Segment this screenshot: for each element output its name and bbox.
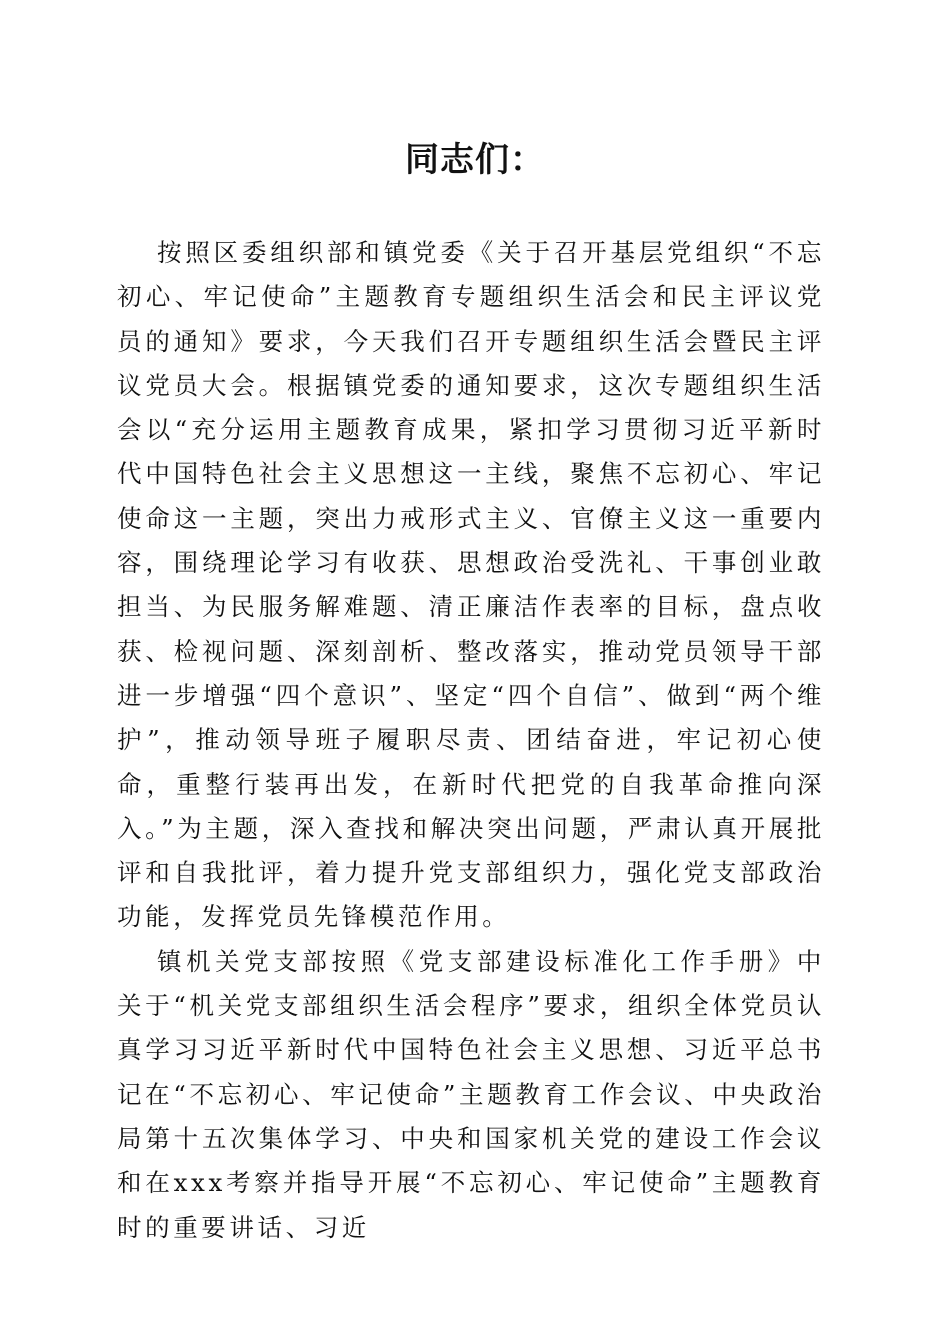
paragraph: 镇机关党支部按照《党支部建设标准化工作手册》中关于“机关党支部组织生活会程序”要求，组织全体党员认真学习习近平新时代中国特色社会主义思想、习近平总书记在“不忘初心、牢记使命”主题教育工作会议、中央政治局第十五次集体学习、中央和国家机关党的建设工作会议和在xxx考察并指导开展“不忘初心、牢记使命”主题教育时的重要讲话、习近	[117, 946, 825, 1242]
paragraph: 按照区委组织部和镇党委《关于召开基层党组织“不忘初心、牢记使命”主题教育专题组织生活会和民主评议党员的通知》要求，今天我们召开专题组织生活会暨民主评议党员大会。根据镇党委的通知要求，这次专题组织生活会以“充分运用主题教育成果，紧扣学习贯彻习近平新时代中国特色社会主义思想这一主线，聚焦不忘初心、牢记使命这一主题，突出力戒形式主义、官僚主义这一重要内容，围绕理论学习有收获、思想政治受洗礼、干事创业敢担当、为民服务解难题、清正廉洁作表率的目标，盘点收获、检视问题、深刻剖析、整改落实，推动党员领导干部进一步增强“四个意识”、坚定“四个自信”、做到“两个维护”，推动领导班子履职尽责、团结奋进，牢记初心使命，重整行装再出发，在新时代把党的自我革命推向深入。”为主题，深入查找和解决突出问题，严肃认真开展批评和自我批评，着力提升党支部组织力，强化党支部政治功能，发挥党员先锋模范作用。	[117, 238, 825, 932]
document-body	[117, 231, 825, 1250]
document-title: 同志们：	[405, 140, 545, 180]
